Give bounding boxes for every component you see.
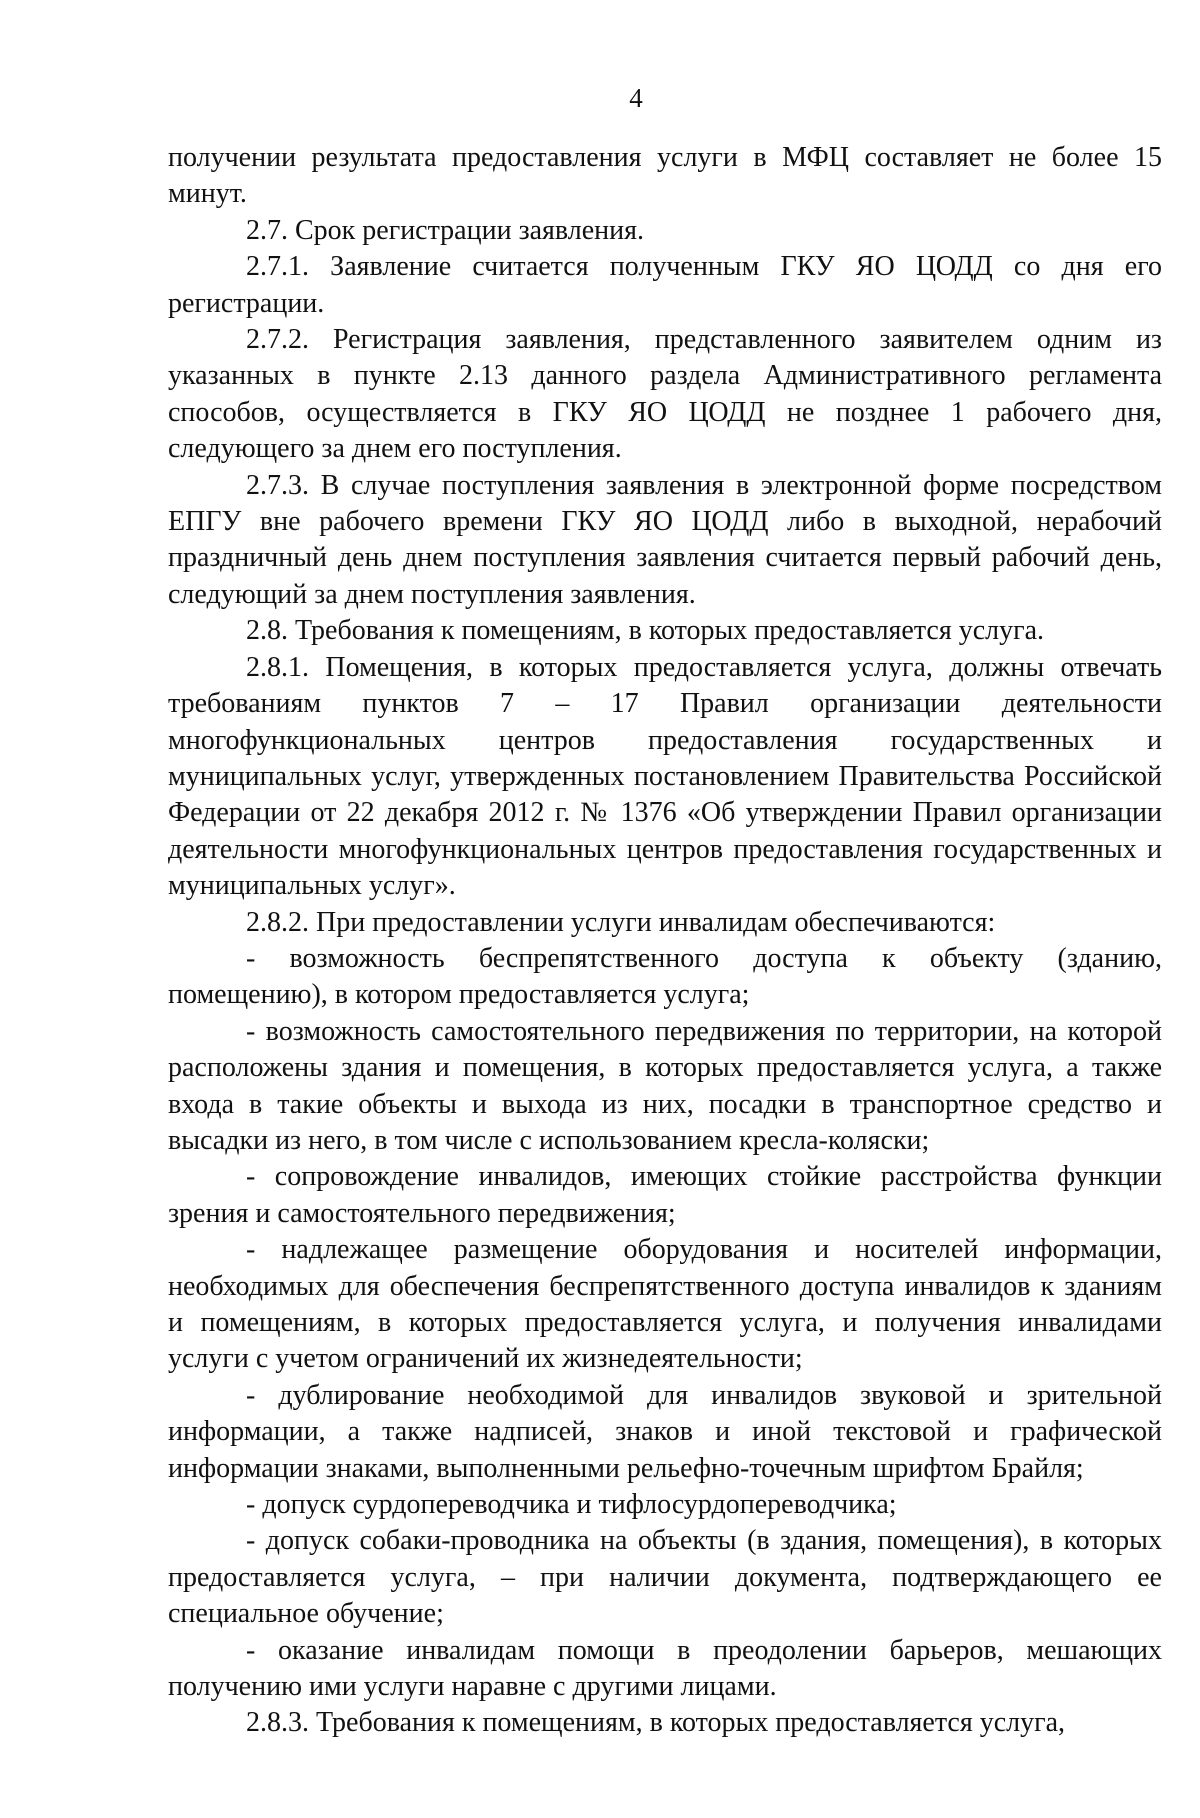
paragraph-2-8-1: 2.8.1. Помещения, в которых предоставляется услуга, должны отвечать требованиям пунктов 7 – 17 Правил организации деятельности многофункциональных центров предоставления государственных и муниципальных услуг, утвержденных постановлением Правительства Российской Федерации от 22 декабря 2012 г. № 1376 «Об утверждении Правил организации деятельности многофункциональных центров предоставления государственных и муниципальных услуг». (168, 651, 1162, 902)
paragraph-2-7: 2.7. Срок регистрации заявления. (246, 214, 645, 246)
list-item-guide-dog: - допуск собаки-проводника на объекты (в здания, помещения), в которых предоставляется услуга, – при наличии документа, подтверждающего ее специальное обучение; (168, 1525, 1162, 1630)
paragraph-continuation: получении результата предоставления услуги в МФЦ составляет не более 15 минут. (168, 142, 1162, 210)
document-body (168, 140, 1162, 1742)
list-item-independent-movement: - возможность самостоятельного передвижения по территории, на которой расположены здания и помещения, в которых предоставляется услуга, а также входа в такие объекты и выхода из них, посадки в транспортное средство и высадки из него, в том числе с использованием кресла-коляски; (168, 1015, 1162, 1156)
list-item-barrier-assistance: - оказание инвалидам помощи в преодолении барьеров, мешающих получению ими услуги наравне с другими лицами. (168, 1634, 1162, 1703)
paragraph-2-7-3: 2.7.3. В случае поступления заявления в электронной форме посредством ЕПГУ вне рабочего времени ГКУ ЯО ЦОДД либо в выходной, нерабочий праздничный день днем поступления заявления считается первый рабочий день, следующий за днем поступления заявления. (168, 469, 1162, 610)
list-item-equipment-placement: - надлежащее размещение оборудования и носителей информации, необходимых для обеспечения беспрепятственного доступа инвалидов к зданиям и помещениям, в которых предоставляется услуга, и получения инвалидами услуги с учетом ограничений их жизнедеятельности; (168, 1234, 1162, 1375)
paragraph-2-8-3: 2.8.3. Требования к помещениям, в которых предоставляется услуга, (246, 1707, 1066, 1739)
page-number: 4 (629, 83, 643, 113)
list-item-sign-language-interpreter: - допуск сурдопереводчика и тифлосурдопереводчика; (246, 1489, 897, 1521)
paragraph-2-7-1: 2.7.1. Заявление считается полученным ГКУ ЯО ЦОДД со дня его регистрации. (168, 251, 1162, 319)
paragraph-2-7-2: 2.7.2. Регистрация заявления, представленного заявителем одним из указанных в пункте 2.13 данного раздела Административного регламента способов, осуществляется в ГКУ ЯО ЦОДД не позднее 1 рабочего дня, следующего за днем его поступления. (168, 324, 1162, 465)
list-item-information-duplication: - дублирование необходимой для инвалидов звуковой и зрительной информации, а также надписей, знаков и иной текстовой и графической информации знаками, выполненными рельефно-точечным шрифтом Брайля; (168, 1379, 1162, 1484)
paragraph-2-8-2: 2.8.2. При предоставлении услуги инвалидам обеспечиваются: (246, 906, 996, 938)
list-item-access-to-object: - возможность беспрепятственного доступа к объекту (зданию, помещению), в котором предоставляется услуга; (168, 942, 1162, 1011)
paragraph-2-8: 2.8. Требования к помещениям, в которых предоставляется услуга. (246, 615, 1045, 647)
list-item-escort: - сопровождение инвалидов, имеющих стойкие расстройства функции зрения и самостоятельного передвижения; (168, 1161, 1162, 1229)
